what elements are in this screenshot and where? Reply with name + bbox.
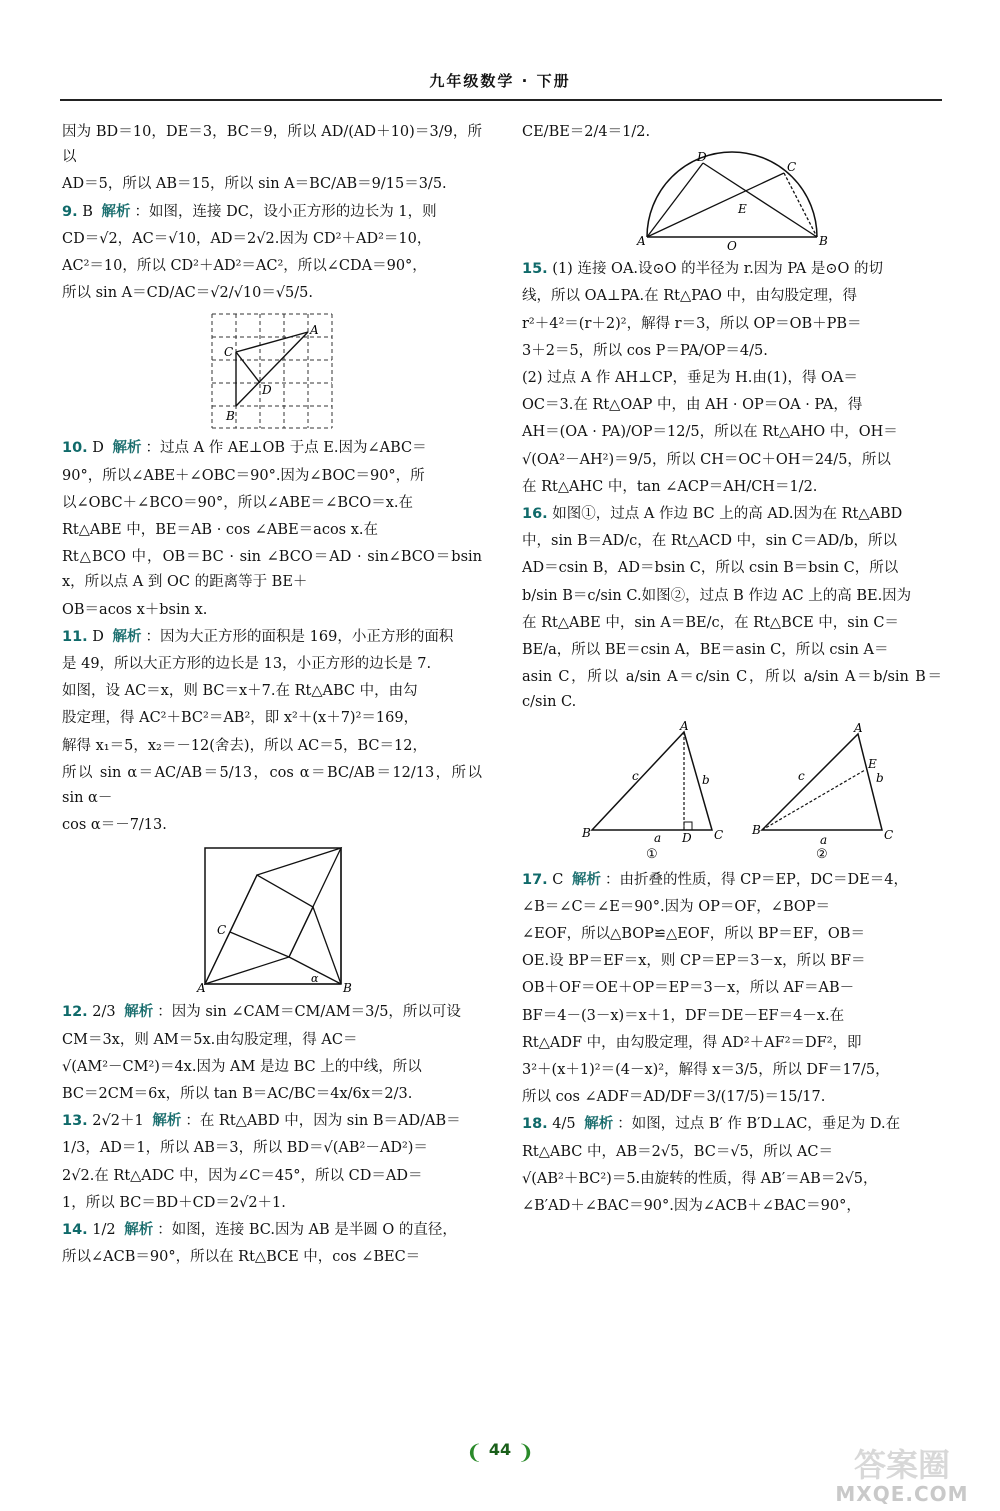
triangle-1	[581, 719, 723, 862]
triangles-figure	[562, 718, 902, 862]
watermark-logo: 答案圈	[853, 1446, 950, 1484]
text-line: √(AB²＋BC²)＝5.由旋转的性质，得 AB′＝AB＝2√5，	[522, 1170, 878, 1187]
header-rule	[60, 99, 942, 101]
text-line: cos α＝－7/13.	[62, 817, 167, 834]
text-line: ：如图，连接 BC.因为 AB 是半圆 O 的直径，	[157, 1222, 457, 1239]
text-line: 3²＋(x＋1)²＝(4－x)²，解得 x＝3/5，所以 DF＝17/5，	[522, 1062, 890, 1079]
label-b: B	[343, 981, 352, 996]
figure-label-2: ②	[816, 846, 828, 862]
text-line: BF＝4－(3－x)＝x＋1，DF＝DE－EF＝4－x.在	[522, 1007, 845, 1024]
label-c: C	[224, 345, 234, 360]
label-a: A	[197, 981, 206, 996]
label-a: A	[680, 718, 689, 733]
bracket-right-icon: ❩	[517, 1440, 534, 1464]
question-10	[62, 436, 482, 461]
label-b: B	[226, 409, 235, 424]
question-number: 18.	[522, 1116, 548, 1133]
grid-figure	[210, 312, 334, 430]
right-column	[522, 120, 942, 1221]
text-line: 所以 sin A＝CD/AC＝√2/√10＝√5/5.	[62, 285, 314, 302]
text-line: 如图①，过点 A 作边 BC 上的高 AD.因为在 Rt△ABD	[552, 506, 903, 523]
text-line: OB＋OF＝OE＋OP＝EP＝3－x，所以 AF＝AB－	[522, 980, 855, 997]
answer: B	[82, 203, 93, 220]
text-line: 中，sin B＝AD/c，在 Rt△ACD 中，sin C＝AD/b，所以	[522, 533, 897, 550]
question-12	[62, 1000, 482, 1025]
text-line: b/sin B＝c/sin C.如图②，过点 B 作边 AC 上的高 BE.因为	[522, 587, 912, 604]
text-line: ：在 Rt△ABD 中，因为 sin B＝AD/AB＝	[185, 1113, 461, 1130]
text-line: 所以∠ACB＝90°，所以在 Rt△BCE 中，cos ∠BEC＝	[62, 1249, 421, 1266]
analysis-tag: 解析	[124, 1222, 154, 1239]
question-18	[522, 1112, 942, 1137]
question-number: 10.	[62, 440, 88, 457]
text-line: √(AM²－CM²)＝4x.因为 AM 是边 BC 上的中线，所以	[62, 1058, 422, 1075]
analysis-tag: 解析	[152, 1113, 182, 1130]
text-line: 所以 cos ∠ADF＝AD/DF＝3/(17/5)＝15/17.	[522, 1089, 826, 1106]
analysis-tag: 解析	[124, 1004, 154, 1021]
label-c: C	[884, 827, 894, 842]
squares-figure	[197, 844, 352, 996]
text-line: Rt△ABE 中，BE＝AB · cos ∠ABE＝acos x.在	[62, 522, 379, 539]
text-line: 在 Rt△ABE 中，sin A＝BE/c，在 Rt△BCE 中，sin C＝	[522, 614, 899, 631]
question-number: 16.	[522, 506, 548, 523]
text-line: ∠B′AD＋∠BAC＝90°.因为∠ACB＋∠BAC＝90°，	[522, 1198, 861, 1215]
bracket-left-icon: ❨	[466, 1440, 483, 1464]
answer: 2/3	[92, 1004, 116, 1021]
text-line: AC²＝10，所以 CD²＋AD²＝AC²，所以∠CDA＝90°，	[62, 258, 427, 275]
label-c: C	[217, 923, 227, 938]
label-d: D	[262, 383, 272, 398]
text-line: 解得 x₁＝5，x₂＝－12(舍去)，所以 AC＝5，BC＝12，	[62, 737, 427, 754]
text-line: 因为 BD＝10，DE＝3，BC＝9，所以 AD/(AD＋10)＝3/9，所以	[62, 124, 482, 166]
text-line: OC＝3.在 Rt△OAP 中，由 AH · OP＝OA · PA，得	[522, 397, 863, 414]
question-number: 13.	[62, 1113, 88, 1130]
label-a: A	[854, 720, 863, 735]
text-line: (2) 过点 A 作 AH⊥CP，垂足为 H.由(1)，得 OA＝	[522, 370, 858, 387]
answer: D	[92, 628, 104, 645]
label-side-b: b	[876, 770, 884, 785]
text-line: BC＝2CM＝6x，所以 tan B＝AC/BC＝4x/6x＝2/3.	[62, 1086, 413, 1103]
label-alpha: α	[311, 972, 319, 986]
label-b: B	[819, 234, 828, 249]
text-line: 3＋2＝5，所以 cos P＝PA/OP＝4/5.	[522, 342, 768, 359]
semicircle-figure	[637, 150, 828, 254]
text-line: ：如图，连接 DC，设小正方形的边长为 1，则	[134, 203, 437, 220]
label-b: B	[752, 822, 761, 837]
label-side-a: a	[820, 832, 828, 847]
label-d: D	[682, 830, 692, 845]
question-16	[522, 502, 942, 527]
text-line: 股定理，得 AC²＋BC²＝AB²，即 x²＋(x＋7)²＝169，	[62, 710, 419, 727]
answer: 4/5	[552, 1116, 576, 1133]
label-e: E	[868, 756, 877, 771]
text-line: √(OA²－AH²)＝9/5，所以 CH＝OC＋OH＝24/5，所以	[522, 451, 891, 468]
text-line: ∠EOF，所以△BOP≌△EOF，所以 BP＝EF，OB＝	[522, 926, 865, 943]
question-17	[522, 868, 942, 893]
question-9	[62, 200, 482, 225]
text-line: CE/BE＝2/4＝1/2.	[522, 124, 651, 140]
text-line: ：因为大正方形的面积是 169，小正方形的面积	[145, 628, 454, 645]
text-line: ：由折叠的性质，得 CP＝EP，DC＝DE＝4，	[605, 871, 908, 888]
text-line: 所以 sin α＝AC/AB＝5/13，cos α＝BC/AB＝12/13，所以 sin α－	[62, 764, 482, 807]
text-line: CD＝√2，AC＝√10，AD＝2√2.因为 CD²＋AD²＝10，	[62, 230, 432, 247]
text-line: ：过点 A 作 AE⊥OB 于点 E.因为∠ABC＝	[145, 440, 427, 457]
label-side-c: c	[798, 768, 805, 783]
text-line: BE/a，所以 BE＝csin A，BE＝asin C，所以 csin A＝	[522, 642, 889, 659]
left-column	[62, 120, 482, 1273]
question-11	[62, 625, 482, 650]
text-line: 如图，设 AC＝x，则 BC＝x＋7.在 Rt△ABC 中，由勾	[62, 683, 418, 700]
text-line: Rt△ABC 中，AB＝2√5，BC＝√5，所以 AC＝	[522, 1143, 833, 1160]
answer: 2√2＋1	[92, 1113, 144, 1130]
watermark-url: MXQE.COM	[835, 1482, 969, 1506]
text-line: 以∠OBC＋∠BCO＝90°，所以∠ABE＝∠BCO＝x.在	[62, 494, 414, 511]
label-a: A	[637, 234, 646, 249]
question-number: 14.	[62, 1222, 88, 1239]
text-line: OB＝acos x＋bsin x.	[62, 601, 208, 618]
label-side-c: c	[632, 768, 639, 783]
page-number	[466, 1437, 534, 1463]
label-d: D	[697, 150, 707, 165]
label-e: E	[738, 202, 747, 217]
question-15	[522, 257, 942, 282]
question-14	[62, 1218, 482, 1243]
question-number: 15.	[522, 261, 548, 278]
answer: C	[552, 871, 564, 888]
question-number: 17.	[522, 871, 548, 888]
text-line: 1/3，AD＝1，所以 AB＝3，所以 BD＝√(AB²－AD²)＝	[62, 1140, 428, 1157]
text-line: 90°，所以∠ABE＋∠OBC＝90°.因为∠BOC＝90°，所	[62, 467, 425, 484]
text-line: ∠B＝∠C＝∠E＝90°.因为 OP＝OF，∠BOP＝	[522, 898, 831, 915]
page-header: 九年级数学 · 下册	[429, 72, 571, 90]
text-line: 是 49，所以大正方形的边长是 13，小正方形的边长是 7.	[62, 656, 432, 673]
label-o: O	[727, 239, 737, 254]
label-c: C	[787, 160, 797, 175]
text-line: asin C，所以 a/sin A＝c/sin C，所以 a/sin A＝b/sin B＝c/sin C.	[522, 669, 942, 711]
question-number: 12.	[62, 1004, 88, 1021]
text-line: AD＝csin B，AD＝bsin C，所以 csin B＝bsin C，所以	[522, 560, 899, 577]
text-line: AD＝5，所以 AB＝15，所以 sin A＝BC/AB＝9/15＝3/5.	[62, 176, 447, 193]
text-line: CM＝3x，则 AM＝5x.由勾股定理，得 AC＝	[62, 1031, 358, 1048]
page-number-text: 44	[488, 1440, 512, 1459]
analysis-tag: 解析	[112, 440, 142, 457]
analysis-tag: 解析	[584, 1116, 614, 1133]
text-line: 2√2.在 Rt△ADC 中，因为∠C＝45°，所以 CD＝AD＝	[62, 1167, 423, 1184]
text-line: ：因为 sin ∠CAM＝CM/AM＝3/5，所以可设	[157, 1004, 461, 1021]
question-13	[62, 1109, 482, 1134]
label-c: C	[714, 827, 724, 842]
label-b: B	[582, 825, 591, 840]
label-a: A	[310, 323, 319, 338]
text-line: r²＋4²＝(r＋2)²，解得 r＝3，所以 OP＝OB＋PB＝	[522, 315, 862, 332]
text-line: (1) 连接 OA.设⊙O 的半径为 r.因为 PA 是⊙O 的切	[552, 261, 883, 278]
answer: 1/2	[92, 1222, 116, 1239]
text-line: 线，所以 OA⊥PA.在 Rt△PAO 中，由勾股定理，得	[522, 288, 858, 305]
label-side-b: b	[702, 772, 710, 787]
text-line: Rt△BCO 中，OB＝BC · sin ∠BCO＝AD · sin∠BCO＝bsin x，所以点 A 到 OC 的距离等于 BE＋	[62, 549, 482, 591]
triangle-2	[751, 721, 893, 862]
text-line: ：如图，过点 B′ 作 B′D⊥AC，垂足为 D.在	[617, 1116, 901, 1133]
text-line: AH＝(OA · PA)/OP＝12/5，所以在 Rt△AHO 中，OH＝	[522, 424, 898, 441]
watermark	[812, 1440, 992, 1506]
figure-label-1: ①	[646, 846, 658, 862]
label-side-a: a	[654, 830, 662, 845]
analysis-tag: 解析	[101, 203, 131, 220]
text-line: 1，所以 BC＝BD＋CD＝2√2＋1.	[62, 1194, 286, 1211]
question-number: 11.	[62, 628, 88, 645]
text-line: OE.设 BP＝EF＝x，则 CP＝EP＝3－x，所以 BF＝	[522, 953, 866, 970]
text-line: 在 Rt△AHC 中，tan ∠ACP＝AH/CH＝1/2.	[522, 478, 818, 495]
answer: D	[92, 440, 104, 457]
question-number: 9.	[62, 203, 78, 220]
text-line: Rt△ADF 中，由勾股定理，得 AD²＋AF²＝DF²，即	[522, 1034, 862, 1051]
analysis-tag: 解析	[112, 628, 142, 645]
analysis-tag: 解析	[572, 871, 602, 888]
